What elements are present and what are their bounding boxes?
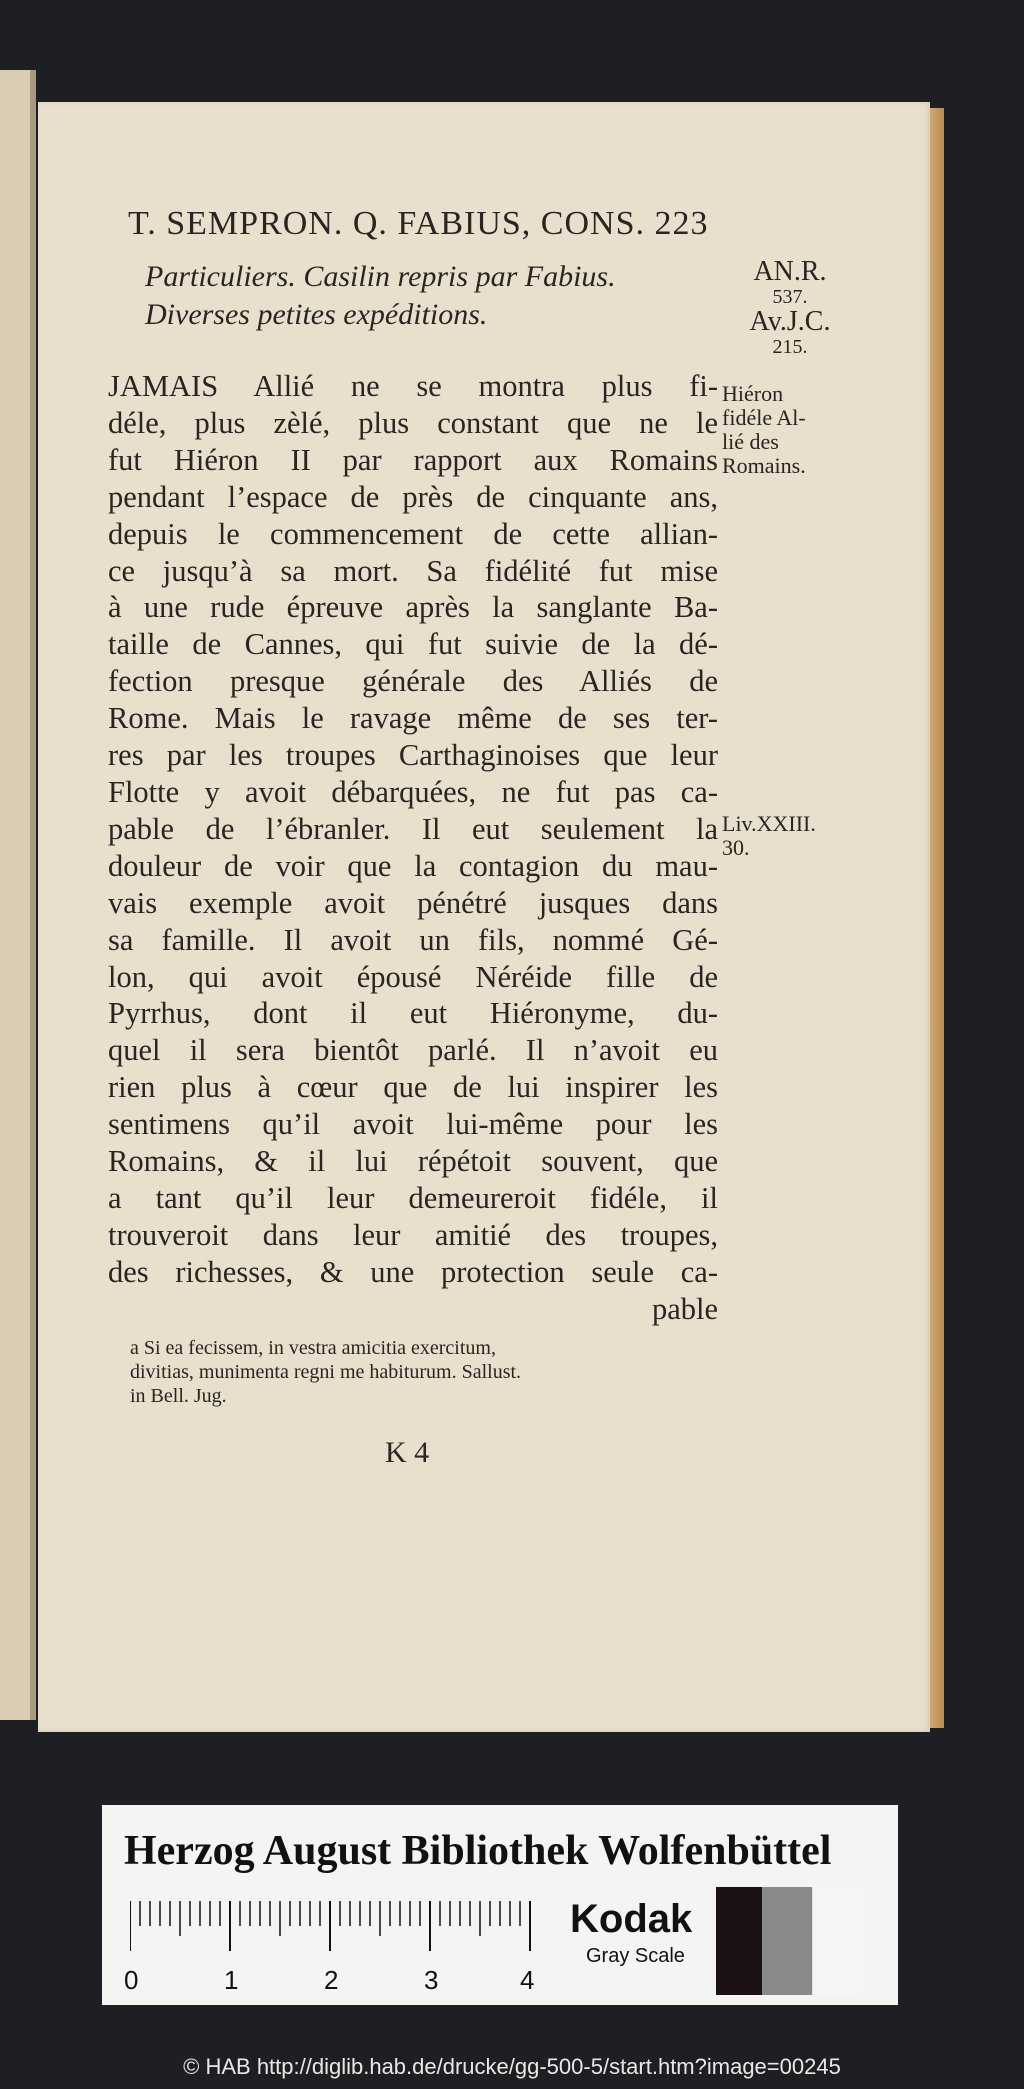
swatch-black bbox=[716, 1887, 762, 1995]
text-line: trouveroit dans leur amitié des troupes, bbox=[108, 1217, 718, 1252]
text-line: ce jusqu’à sa mort. Sa fidélité fut mise bbox=[108, 553, 718, 588]
footnote-line: in Bell. Jug. bbox=[130, 1385, 227, 1407]
text-line: rien plus à cœur que de lui inspirer les bbox=[108, 1070, 718, 1105]
margin-note-line: Hiéron bbox=[722, 381, 784, 406]
margin-date-value: 537. bbox=[772, 286, 808, 308]
margin-date bbox=[735, 258, 845, 358]
text-line: déle, plus zèlé, plus constant que ne le bbox=[108, 405, 718, 440]
text-line: à une rude épreuve après la sanglante Ba- bbox=[108, 590, 718, 625]
text-line: depuis le commencement de cette allian- bbox=[108, 516, 718, 551]
margin-note-line: fidéle Al- bbox=[722, 405, 806, 430]
ruler-number: 0 bbox=[124, 1965, 139, 1995]
margin-note-line: lié des bbox=[722, 429, 779, 454]
ruler-number: 3 bbox=[424, 1965, 439, 1995]
footnote-line: a Si ea fecissem, in vestra amicitia exercitum, bbox=[130, 1337, 496, 1359]
text-line: sentimens qu’il avoit lui-même pour les bbox=[108, 1107, 718, 1142]
swatch-gray bbox=[762, 1887, 812, 1995]
margin-date-year-bc: Av.J.C. bbox=[749, 306, 831, 337]
margin-note-hieron bbox=[722, 382, 862, 478]
text-line: Romains, & il lui répétoit souvent, que bbox=[108, 1144, 718, 1179]
color-target bbox=[102, 1805, 898, 2005]
footnote bbox=[130, 1336, 730, 1408]
text-line: lon, qui avoit épousé Néréide fille de bbox=[108, 959, 718, 994]
summary-line: Particuliers. Casilin repris par Fabius. bbox=[145, 260, 616, 293]
ruler-number: 2 bbox=[324, 1965, 339, 1995]
text-line: vais exemple avoit pénétré jusques dans bbox=[108, 885, 718, 920]
text-line: Rome. Mais le ravage même de ses ter- bbox=[108, 701, 718, 736]
text-line: fut Hiéron II par rapport aux Romains bbox=[108, 442, 718, 477]
ruler bbox=[130, 1901, 550, 1951]
text-line: des richesses, & une protection seule ca- bbox=[108, 1254, 718, 1289]
margin-note-line: Romains. bbox=[722, 453, 806, 478]
signature-mark: K 4 bbox=[385, 1436, 430, 1469]
footnote-line: divitias, munimenta regni me habiturum. Sallust. bbox=[130, 1361, 522, 1383]
gray-scale-label: Gray Scale bbox=[586, 1945, 685, 1967]
text-line: sa famille. Il avoit un fils, nommé Gé- bbox=[108, 922, 718, 957]
ruler-number: 1 bbox=[224, 1965, 239, 1995]
margin-date-value: 215. bbox=[772, 336, 808, 358]
running-head: T. SEMPRON. Q. FABIUS, CONS. 223 bbox=[128, 205, 709, 242]
library-name: Herzog August Bibliothek Wolfenbüttel bbox=[124, 1828, 832, 1874]
margin-note-line: 30. bbox=[722, 835, 750, 860]
text-line: Pyrrhus, dont il eut Hiéronyme, du- bbox=[108, 996, 718, 1031]
ruler-number: 4 bbox=[520, 1965, 535, 1995]
text-line: Flotte y avoit débarquées, ne fut pas ca- bbox=[108, 774, 718, 809]
swatch-white bbox=[812, 1887, 863, 1995]
text-line: JAMAIS Allié ne se montra plus fi- bbox=[108, 369, 718, 403]
text-line: taille de Cannes, qui fut suivie de la dé- bbox=[108, 627, 718, 662]
text-line: douleur de voir que la contagion du mau- bbox=[108, 848, 718, 883]
margin-date-year-rome: AN.R. bbox=[753, 256, 827, 287]
text-line: pable de l’ébranler. Il eut seulement la bbox=[108, 811, 718, 846]
text-line: res par les troupes Carthaginoises que leur bbox=[108, 738, 718, 773]
summary-line: Diverses petites expéditions. bbox=[145, 298, 488, 331]
text-line: pendant l’espace de près de cinquante ans, bbox=[108, 479, 718, 514]
previous-page-edge bbox=[0, 70, 36, 1720]
margin-note-line: Liv.XXIII. bbox=[722, 811, 816, 836]
copyright-credit: © HAB http://diglib.hab.de/drucke/gg-500-5/start.htm?image=00245 bbox=[183, 2054, 841, 2079]
chapter-summary bbox=[145, 258, 725, 334]
catchword: pable bbox=[651, 1291, 718, 1326]
text-line: fection presque générale des Alliés de bbox=[108, 664, 718, 699]
margin-note-livy bbox=[722, 812, 862, 860]
kodak-logo: Kodak bbox=[570, 1897, 693, 1941]
body-text bbox=[108, 368, 718, 1328]
text-line: a tant qu’il leur demeureroit fidéle, il bbox=[108, 1180, 718, 1215]
text-line: quel il sera bientôt parlé. Il n’avoit eu bbox=[108, 1033, 718, 1068]
